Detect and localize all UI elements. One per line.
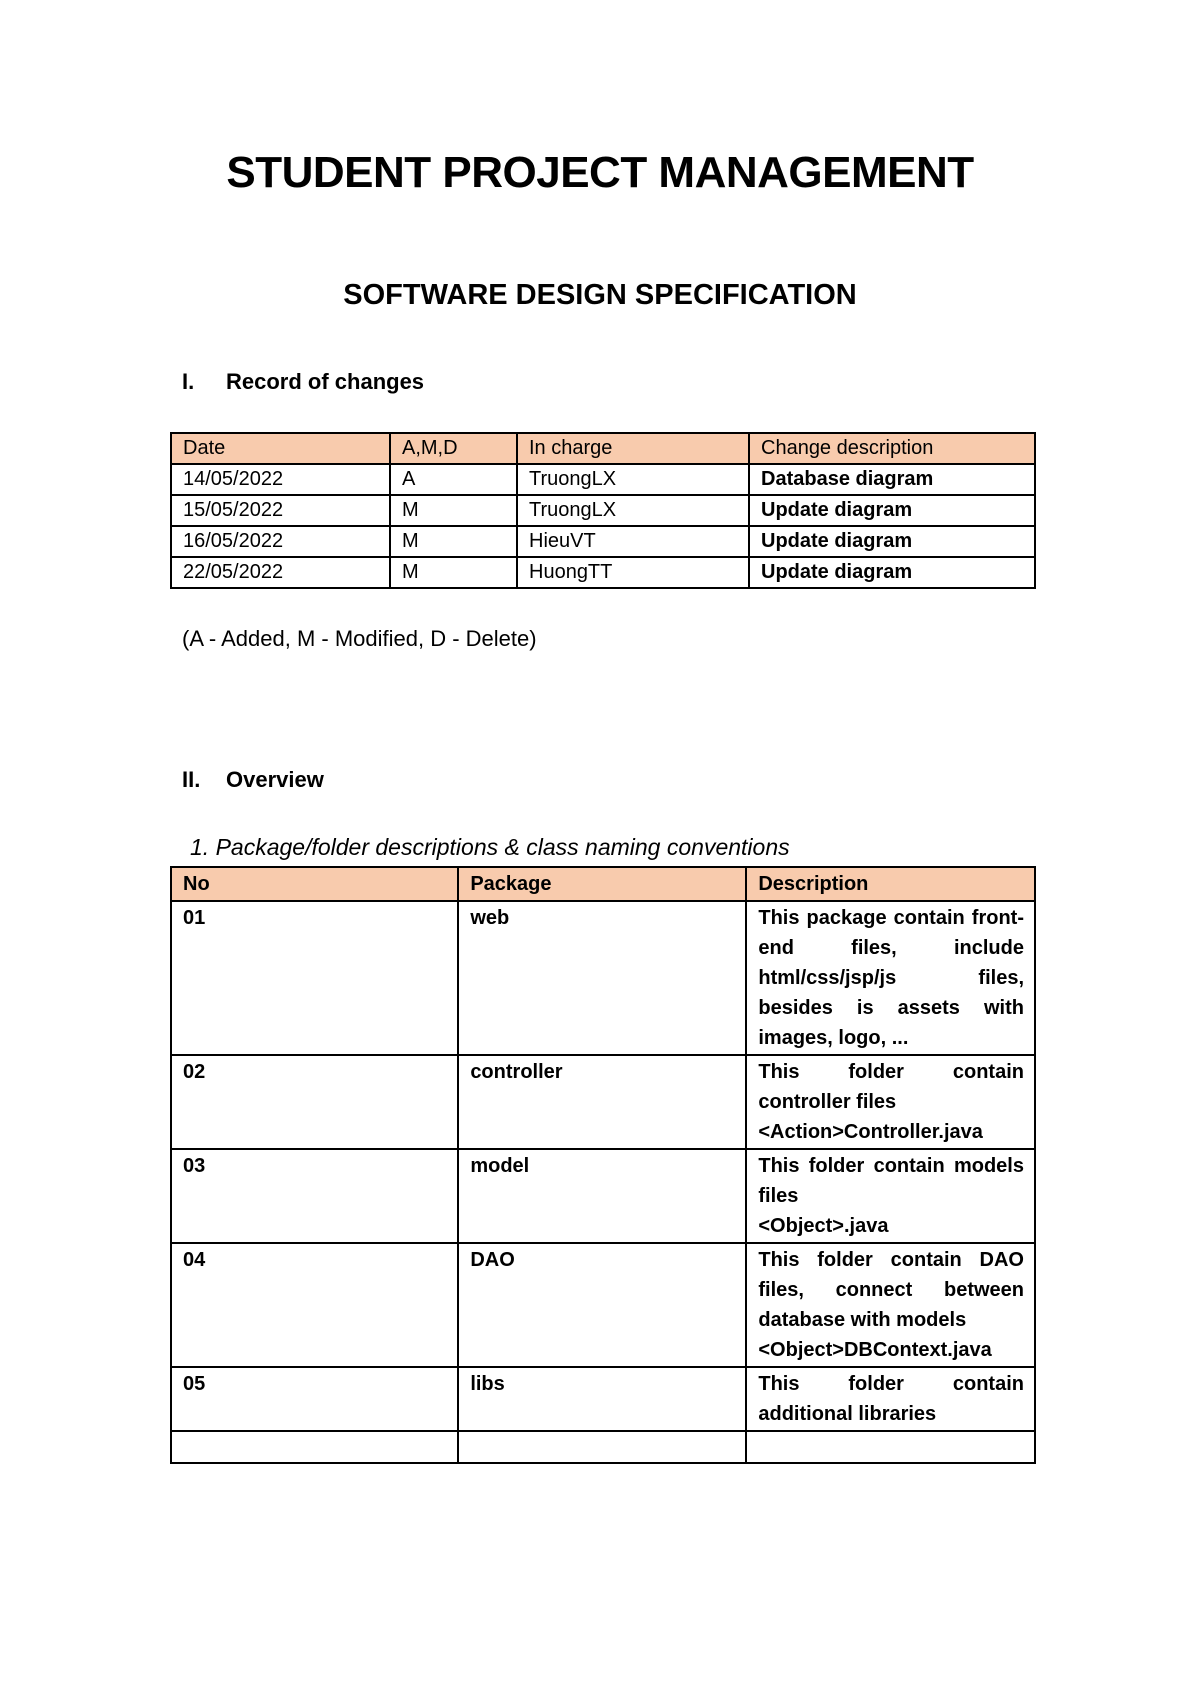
- column-header-description: Description: [746, 867, 1035, 901]
- document-subtitle: SOFTWARE DESIGN SPECIFICATION: [343, 279, 857, 311]
- cell-description: [746, 901, 1035, 1055]
- section-heading-record-of-changes: [182, 369, 424, 395]
- table-row: [171, 1055, 1035, 1149]
- section-heading-overview: [182, 767, 324, 793]
- column-header-in-charge: In charge: [517, 433, 749, 464]
- table-header-row: [171, 433, 1035, 464]
- cell-in-charge: HieuVT: [517, 526, 749, 557]
- cell-no: 01: [171, 901, 458, 1055]
- table-row: [171, 526, 1035, 557]
- cell-in-charge: TruongLX: [517, 495, 749, 526]
- cell-in-charge: TruongLX: [517, 464, 749, 495]
- cell-description: [746, 1149, 1035, 1243]
- table-row: [171, 557, 1035, 588]
- cell-amd: M: [390, 557, 517, 588]
- cell-change-description: Update diagram: [749, 526, 1035, 557]
- cell-no: 04: [171, 1243, 458, 1367]
- table-row: [171, 1149, 1035, 1243]
- column-header-change-description: Change description: [749, 433, 1035, 464]
- cell-amd: M: [390, 526, 517, 557]
- description-line: This folder contain DAO files, connect between database with models: [758, 1249, 1024, 1331]
- cell-change-description: Update diagram: [749, 557, 1035, 588]
- column-header-date: Date: [171, 433, 390, 464]
- cell-date: 15/05/2022: [171, 495, 390, 526]
- description-line: <Object>DBContext.java: [758, 1339, 992, 1361]
- cell-change-description: Database diagram: [749, 464, 1035, 495]
- table-row: [171, 495, 1035, 526]
- section-title: Record of changes: [226, 369, 425, 394]
- cell-description: [746, 1055, 1035, 1149]
- document-title: STUDENT PROJECT MANAGEMENT: [226, 148, 974, 197]
- table-row: [171, 901, 1035, 1055]
- column-header-package: Package: [458, 867, 746, 901]
- cell-description: [746, 1431, 1035, 1463]
- cell-description: [746, 1367, 1035, 1431]
- packages-table: [170, 866, 1036, 1464]
- cell-in-charge: HuongTT: [517, 557, 749, 588]
- cell-no: 03: [171, 1149, 458, 1243]
- cell-package: web: [458, 901, 746, 1055]
- cell-amd: M: [390, 495, 517, 526]
- cell-no: 02: [171, 1055, 458, 1149]
- description-line: This folder contain controller files: [758, 1061, 1024, 1113]
- cell-date: 22/05/2022: [171, 557, 390, 588]
- section-number: II.: [182, 767, 201, 792]
- section-title: Overview: [226, 767, 324, 792]
- cell-description: [746, 1243, 1035, 1367]
- table-row: [171, 1243, 1035, 1367]
- cell-no: 05: [171, 1367, 458, 1431]
- description-line: This folder contain additional libraries: [758, 1373, 1024, 1425]
- cell-package: controller: [458, 1055, 746, 1149]
- description-line: This folder contain models files: [758, 1155, 1024, 1207]
- cell-date: 16/05/2022: [171, 526, 390, 557]
- cell-change-description: Update diagram: [749, 495, 1035, 526]
- table-row: [171, 1367, 1035, 1431]
- description-line: <Action>Controller.java: [758, 1121, 983, 1143]
- table-row: [171, 464, 1035, 495]
- cell-no: [171, 1431, 458, 1463]
- cell-date: 14/05/2022: [171, 464, 390, 495]
- legend-note: (A - Added, M - Modified, D - Delete): [182, 626, 537, 651]
- cell-package: [458, 1431, 746, 1463]
- subsection-heading: 1. Package/folder descriptions & class naming conventions: [190, 834, 790, 860]
- cell-package: DAO: [458, 1243, 746, 1367]
- cell-package: libs: [458, 1367, 746, 1431]
- cell-amd: A: [390, 464, 517, 495]
- column-header-no: No: [171, 867, 458, 901]
- description-line: <Object>.java: [758, 1215, 889, 1237]
- cell-package: model: [458, 1149, 746, 1243]
- table-header-row: [171, 867, 1035, 901]
- changes-table: [170, 432, 1036, 589]
- column-header-amd: A,M,D: [390, 433, 517, 464]
- table-row-empty: [171, 1431, 1035, 1463]
- section-number: I.: [182, 369, 195, 394]
- description-line: This package contain front-end files, include html/css/jsp/js files, besides is assets with images, logo, ...: [758, 907, 1024, 1049]
